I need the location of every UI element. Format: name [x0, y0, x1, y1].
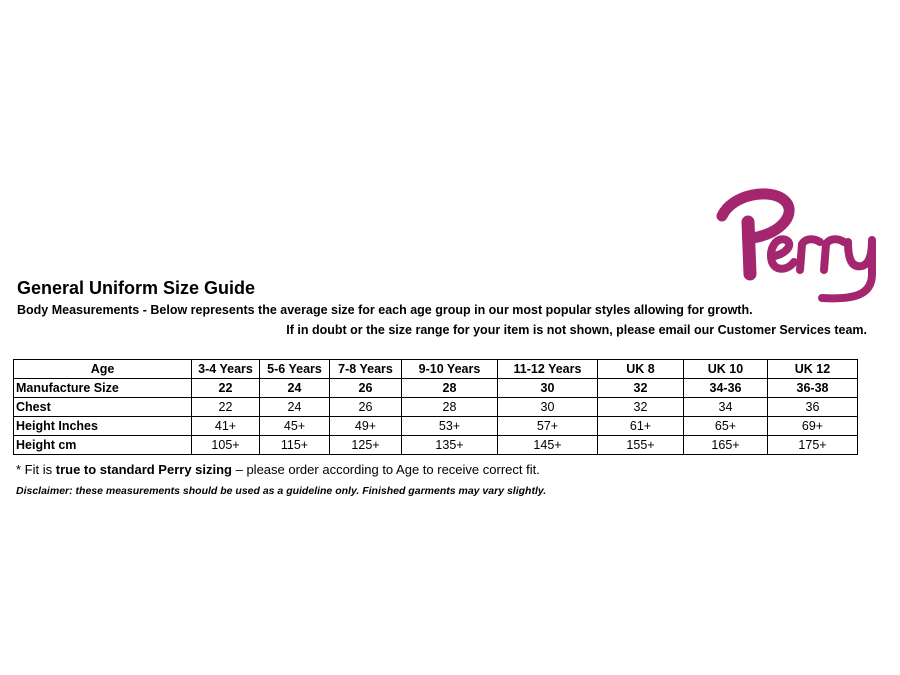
table-cell: 22	[192, 398, 260, 417]
table-cell: 32	[598, 379, 684, 398]
fit-note	[16, 462, 540, 477]
table-row	[14, 417, 858, 436]
table-cell: 24	[260, 398, 330, 417]
row-label: Height cm	[14, 436, 192, 455]
table-cell: 165+	[684, 436, 768, 455]
table-cell: 105+	[192, 436, 260, 455]
table-cell: 125+	[330, 436, 402, 455]
table-cell: 53+	[402, 417, 498, 436]
column-header: UK 8	[598, 360, 684, 379]
column-header: 7-8 Years	[330, 360, 402, 379]
subtitle-line-2: If in doubt or the size range for your item is not shown, please email our Customer Services team.	[286, 323, 867, 337]
table-cell: 22	[192, 379, 260, 398]
table-cell: 32	[598, 398, 684, 417]
table-cell: 135+	[402, 436, 498, 455]
fit-note-suffix: – please order according to Age to receive correct fit.	[232, 462, 540, 477]
column-header: 5-6 Years	[260, 360, 330, 379]
row-label: Manufacture Size	[14, 379, 192, 398]
perry-logo	[712, 182, 884, 304]
column-header: UK 10	[684, 360, 768, 379]
table-cell: 30	[498, 379, 598, 398]
table-cell: 34-36	[684, 379, 768, 398]
table-row	[14, 436, 858, 455]
table-cell: 69+	[768, 417, 858, 436]
table-cell: 45+	[260, 417, 330, 436]
table-cell: 26	[330, 379, 402, 398]
table-cell: 28	[402, 379, 498, 398]
table-cell: 175+	[768, 436, 858, 455]
table-cell: 115+	[260, 436, 330, 455]
table-cell: 61+	[598, 417, 684, 436]
table-cell: 49+	[330, 417, 402, 436]
column-header: 11-12 Years	[498, 360, 598, 379]
table-cell: 41+	[192, 417, 260, 436]
table-cell: 155+	[598, 436, 684, 455]
column-header: 9-10 Years	[402, 360, 498, 379]
page-title: General Uniform Size Guide	[17, 278, 256, 298]
column-header: UK 12	[768, 360, 858, 379]
column-header: 3-4 Years	[192, 360, 260, 379]
table-cell: 65+	[684, 417, 768, 436]
size-table-body	[14, 360, 858, 455]
fit-note-prefix: * Fit is	[16, 462, 56, 477]
table-cell: 145+	[498, 436, 598, 455]
row-label: Chest	[14, 398, 192, 417]
size-table	[13, 359, 858, 455]
fit-note-emphasis: true to standard Perry sizing	[55, 462, 232, 477]
table-cell: 30	[498, 398, 598, 417]
row-label: Height Inches	[14, 417, 192, 436]
table-cell: 36	[768, 398, 858, 417]
table-cell: 28	[402, 398, 498, 417]
table-cell: 26	[330, 398, 402, 417]
table-cell: 24	[260, 379, 330, 398]
header-label: Age	[14, 360, 192, 379]
table-cell: 36-38	[768, 379, 858, 398]
table-cell: 34	[684, 398, 768, 417]
table-header-row	[14, 360, 858, 379]
disclaimer: Disclaimer: these measurements should be used as a guideline only. Finished garments may vary slightly.	[16, 485, 547, 497]
subtitle-line-1: Body Measurements - Below represents the average size for each age group in our most popular styles allowing for growth.	[17, 303, 753, 317]
table-cell: 57+	[498, 417, 598, 436]
table-row	[14, 379, 858, 398]
table-row	[14, 398, 858, 417]
